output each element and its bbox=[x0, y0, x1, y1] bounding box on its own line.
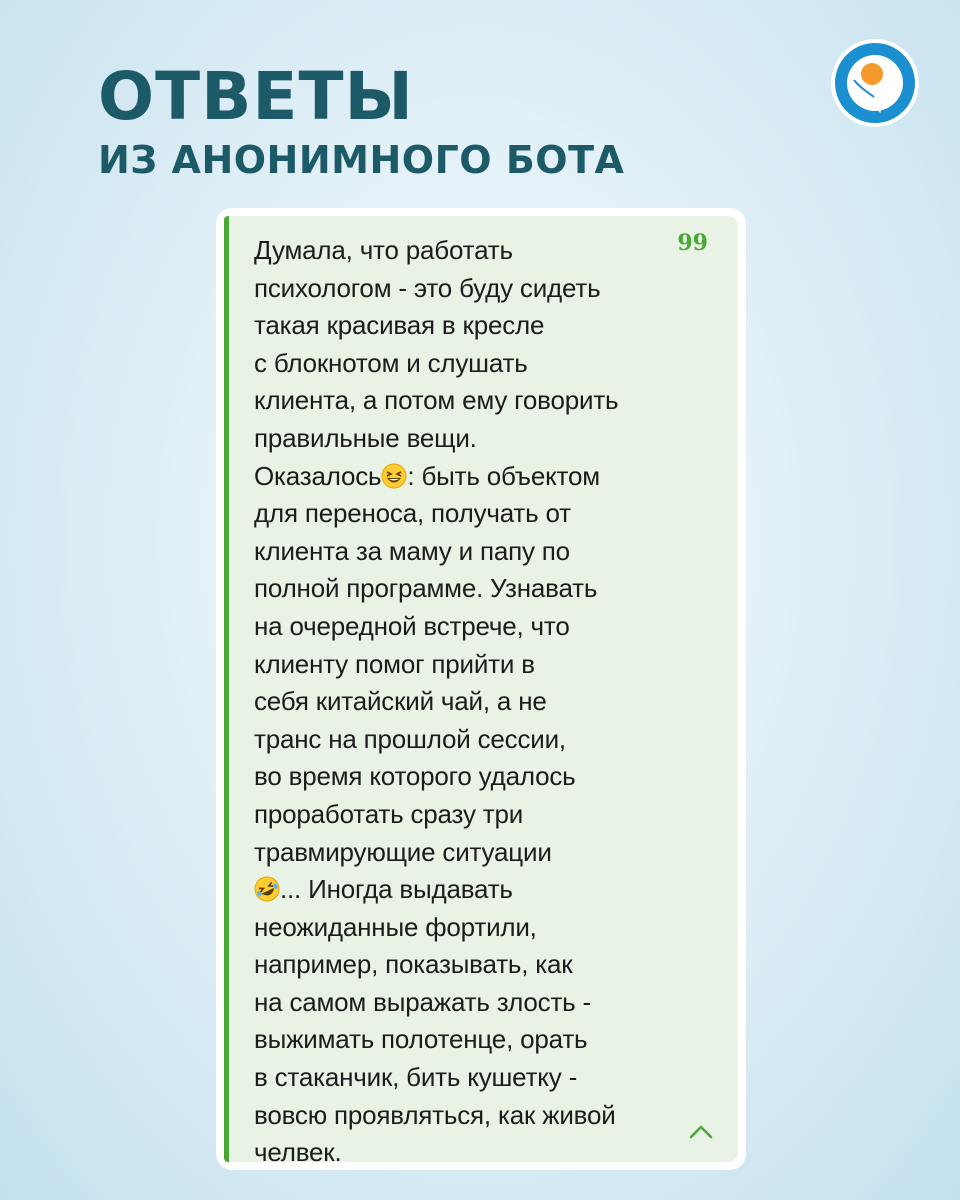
message-text-part-3: ... Иногда выдавать неожиданные фортили, например, показывать, как на самом выражать злость - выжимать полотенце, орать в стаканчик, бить кушетку - вовсю проявляться, как живой челвек. bbox=[254, 874, 616, 1168]
chevron-up-icon[interactable] bbox=[688, 1122, 714, 1140]
grinning-squinting-emoji-icon bbox=[381, 463, 407, 489]
quote-mark-icon: 99 bbox=[677, 230, 708, 256]
logo bbox=[830, 38, 920, 128]
quoted-message-bubble bbox=[224, 216, 738, 1168]
message-card bbox=[216, 208, 746, 1170]
message-text bbox=[254, 232, 694, 1172]
message-text-part-1: Думала, что работать психологом - это буду сидеть такая красивая в кресле с блокнотом и слушать клиента, а потом ему говорить правильные вещи. Оказалось bbox=[254, 235, 619, 491]
message-text-part-2: : быть объектом для переноса, получать от клиента за маму и папу по полной программе. Узнавать на очередной встрече, что клиенту помог прийти в себя китайский чай, а не транс на прошлой сессии, во время которого удалось проработать сразу три травмирующие ситуации bbox=[254, 460, 600, 867]
rolling-laughing-emoji-icon bbox=[254, 876, 280, 902]
page-subtitle: ИЗ АНОНИМНОГО БОТА bbox=[98, 138, 625, 182]
page-title: ОТВЕТЫ bbox=[98, 58, 414, 135]
